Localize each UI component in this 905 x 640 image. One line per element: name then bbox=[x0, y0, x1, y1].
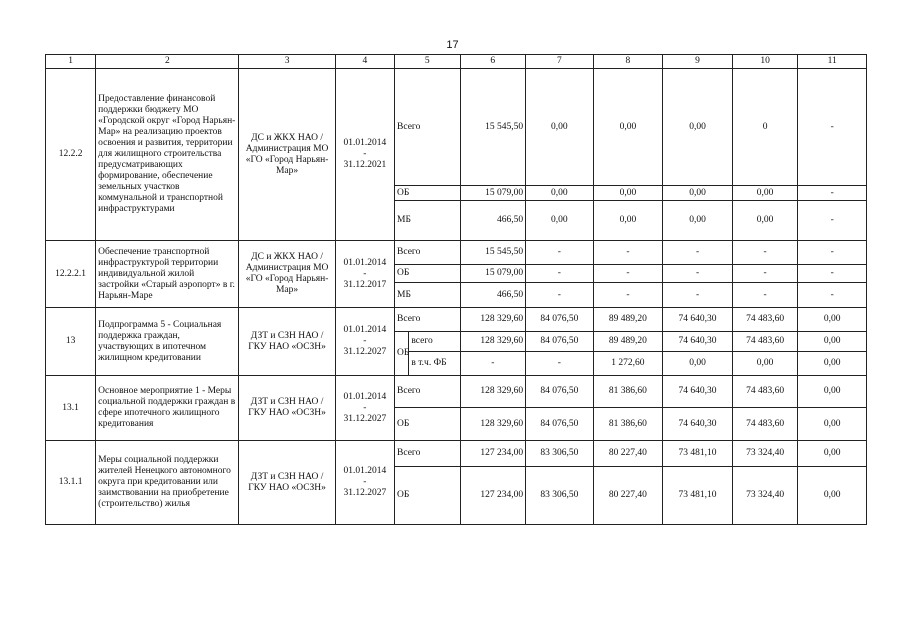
row-description: Основное мероприятие 1 - Меры социальной поддержки граждан в сфере ипотечного жилищного кредитования bbox=[96, 376, 239, 441]
value-cell: 0,00 bbox=[798, 308, 867, 332]
value-cell: - bbox=[593, 265, 663, 283]
funding-source: ОБ bbox=[395, 265, 461, 283]
funding-source: Всего bbox=[395, 308, 461, 332]
value-cell: 0,00 bbox=[732, 201, 798, 241]
row-description: Подпрограмма 5 - Социальная поддержка граждан, участвующих в ипотечном жилищном кредитовании bbox=[96, 308, 239, 376]
row-code: 13.1.1 bbox=[46, 441, 96, 525]
row-period: 01.01.2014 - 31.12.2021 bbox=[335, 69, 394, 241]
header-cell: 4 bbox=[335, 55, 394, 69]
row-description: Предоставление финансовой поддержки бюджету МО «Городской округ «Город Нарьян-Мар» на реализацию проектов освоения и развития, территории для жилищного строительства предусматривающих формирование, обеспечение земельных участков коммунальной и транспортной инфраструктурами bbox=[96, 69, 239, 241]
value-cell: 127 234,00 bbox=[460, 467, 526, 525]
header-cell: 10 bbox=[732, 55, 798, 69]
value-cell: 81 386,60 bbox=[593, 376, 663, 408]
value-cell: 83 306,50 bbox=[526, 467, 594, 525]
value-cell: 74 640,30 bbox=[663, 332, 733, 352]
value-cell: 128 329,60 bbox=[460, 332, 526, 352]
funding-source: Всего bbox=[395, 441, 461, 467]
value-cell: 74 483,60 bbox=[732, 332, 798, 352]
table-row bbox=[46, 241, 867, 265]
value-cell: - bbox=[798, 241, 867, 265]
value-cell: 0,00 bbox=[732, 352, 798, 376]
value-cell: 74 640,30 bbox=[663, 308, 733, 332]
value-cell: - bbox=[460, 352, 526, 376]
value-cell: 466,50 bbox=[460, 283, 526, 308]
value-cell: 73 481,10 bbox=[663, 467, 733, 525]
value-cell: 81 386,60 bbox=[593, 408, 663, 441]
row-code: 13.1 bbox=[46, 376, 96, 441]
value-cell: 128 329,60 bbox=[460, 408, 526, 441]
value-cell: 84 076,50 bbox=[526, 376, 594, 408]
value-cell: 0,00 bbox=[798, 332, 867, 352]
row-executor: ДС и ЖКХ НАО / Администрация МО «ГО «Город Нарьян-Мар» bbox=[239, 241, 335, 308]
table-row bbox=[46, 441, 867, 467]
value-cell: 74 483,60 bbox=[732, 408, 798, 441]
value-cell: 15 079,00 bbox=[460, 265, 526, 283]
funding-source: МБ bbox=[395, 283, 461, 308]
value-cell: 0,00 bbox=[798, 352, 867, 376]
value-cell: - bbox=[663, 241, 733, 265]
value-cell: 89 489,20 bbox=[593, 308, 663, 332]
row-description: Меры социальной поддержки жителей Ненецкого автономного округа при кредитовании или заимствовании на приобретение (строительство) жилья bbox=[96, 441, 239, 525]
value-cell: 0,00 bbox=[732, 186, 798, 201]
value-cell: 15 545,50 bbox=[460, 241, 526, 265]
value-cell: 80 227,40 bbox=[593, 467, 663, 525]
row-executor: ДС и ЖКХ НАО / Администрация МО «ГО «Город Нарьян-Мар» bbox=[239, 69, 335, 241]
header-cell: 2 bbox=[96, 55, 239, 69]
value-cell: 0,00 bbox=[798, 441, 867, 467]
table-row bbox=[46, 376, 867, 408]
table-row bbox=[46, 69, 867, 186]
value-cell: 15 079,00 bbox=[460, 186, 526, 201]
value-cell: - bbox=[732, 241, 798, 265]
row-executor: ДЗТ и СЗН НАО / ГКУ НАО «ОСЗН» bbox=[239, 376, 335, 441]
funding-source: ОБ bbox=[395, 186, 461, 201]
value-cell: 0,00 bbox=[526, 186, 594, 201]
funding-source: Всего bbox=[395, 376, 461, 408]
funding-source: ОБ bbox=[395, 408, 461, 441]
funding-source: МБ bbox=[395, 201, 461, 241]
value-cell: - bbox=[526, 265, 594, 283]
value-cell: 0,00 bbox=[593, 201, 663, 241]
value-cell: - bbox=[732, 283, 798, 308]
row-period: 01.01.2014 - 31.12.2017 bbox=[335, 241, 394, 308]
value-cell: 1 272,60 bbox=[593, 352, 663, 376]
value-cell: - bbox=[798, 265, 867, 283]
value-cell: 0,00 bbox=[798, 467, 867, 525]
value-cell: - bbox=[732, 265, 798, 283]
row-period: 01.01.2014 - 31.12.2027 bbox=[335, 441, 394, 525]
value-cell: - bbox=[798, 201, 867, 241]
value-cell: 84 076,50 bbox=[526, 308, 594, 332]
funding-source: ОБ bbox=[395, 467, 461, 525]
value-cell: 73 324,40 bbox=[732, 467, 798, 525]
funding-source: Всего bbox=[395, 241, 461, 265]
row-code: 12.2.2 bbox=[46, 69, 96, 241]
value-cell: 83 306,50 bbox=[526, 441, 594, 467]
value-cell: 74 640,30 bbox=[663, 376, 733, 408]
value-cell: 127 234,00 bbox=[460, 441, 526, 467]
value-cell: 89 489,20 bbox=[593, 332, 663, 352]
value-cell: 0,00 bbox=[663, 352, 733, 376]
header-cell: 3 bbox=[239, 55, 335, 69]
value-cell: - bbox=[798, 186, 867, 201]
value-cell: 0,00 bbox=[593, 186, 663, 201]
header-cell: 8 bbox=[593, 55, 663, 69]
value-cell: 80 227,40 bbox=[593, 441, 663, 467]
value-cell: 0,00 bbox=[663, 201, 733, 241]
value-cell: 0,00 bbox=[593, 69, 663, 186]
header-row bbox=[46, 55, 867, 69]
header-cell: 11 bbox=[798, 55, 867, 69]
value-cell: 74 640,30 bbox=[663, 408, 733, 441]
row-period: 01.01.2014 - 31.12.2027 bbox=[335, 376, 394, 441]
value-cell: 84 076,50 bbox=[526, 332, 594, 352]
header-cell: 5 bbox=[395, 55, 461, 69]
page-number: 17 bbox=[446, 39, 459, 51]
value-cell: 0,00 bbox=[798, 376, 867, 408]
funding-source: Всего bbox=[395, 69, 461, 186]
row-description: Обеспечение транспортной инфраструктурой территории индивидуальной жилой застройки «Старый аэропорт» в г. Нарьян-Маре bbox=[96, 241, 239, 308]
value-cell: 128 329,60 bbox=[460, 376, 526, 408]
value-cell: 0,00 bbox=[798, 408, 867, 441]
program-table bbox=[45, 54, 867, 525]
value-cell: - bbox=[526, 283, 594, 308]
value-cell: 73 324,40 bbox=[732, 441, 798, 467]
value-cell: 0,00 bbox=[663, 69, 733, 186]
value-cell: - bbox=[526, 352, 594, 376]
value-cell: 74 483,60 bbox=[732, 308, 798, 332]
value-cell: - bbox=[663, 265, 733, 283]
value-cell: - bbox=[798, 283, 867, 308]
header-cell: 7 bbox=[526, 55, 594, 69]
funding-subsource: всего bbox=[409, 332, 460, 352]
value-cell: - bbox=[593, 283, 663, 308]
row-executor: ДЗТ и СЗН НАО / ГКУ НАО «ОСЗН» bbox=[239, 441, 335, 525]
value-cell: 0,00 bbox=[526, 201, 594, 241]
value-cell: - bbox=[526, 241, 594, 265]
funding-source: ОБ bbox=[395, 332, 409, 376]
row-executor: ДЗТ и СЗН НАО / ГКУ НАО «ОСЗН» bbox=[239, 308, 335, 376]
value-cell: 0,00 bbox=[663, 186, 733, 201]
row-code: 13 bbox=[46, 308, 96, 376]
value-cell: 0 bbox=[732, 69, 798, 186]
value-cell: 128 329,60 bbox=[460, 308, 526, 332]
row-period: 01.01.2014 - 31.12.2027 bbox=[335, 308, 394, 376]
table-row bbox=[46, 308, 867, 332]
funding-subsource: в т.ч. ФБ bbox=[409, 352, 460, 376]
value-cell: 15 545,50 bbox=[460, 69, 526, 186]
row-code: 12.2.2.1 bbox=[46, 241, 96, 308]
value-cell: - bbox=[798, 69, 867, 186]
value-cell: 0,00 bbox=[526, 69, 594, 186]
header-cell: 9 bbox=[663, 55, 733, 69]
value-cell: 84 076,50 bbox=[526, 408, 594, 441]
header-cell: 6 bbox=[460, 55, 526, 69]
header-cell: 1 bbox=[46, 55, 96, 69]
value-cell: - bbox=[663, 283, 733, 308]
value-cell: 466,50 bbox=[460, 201, 526, 241]
value-cell: 74 483,60 bbox=[732, 376, 798, 408]
value-cell: - bbox=[593, 241, 663, 265]
value-cell: 73 481,10 bbox=[663, 441, 733, 467]
